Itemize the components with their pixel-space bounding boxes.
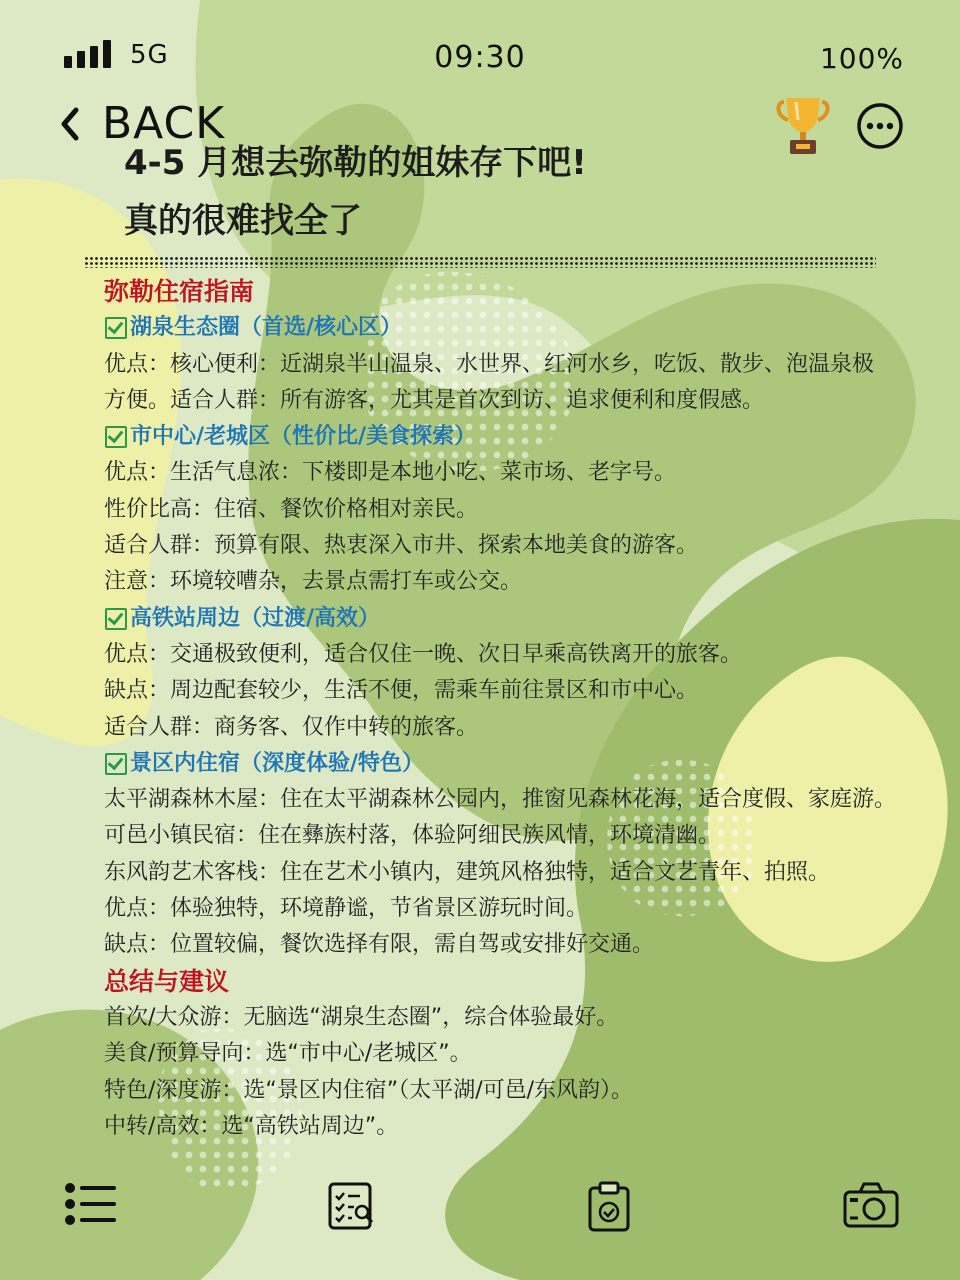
line-text: 方便。适合人群：所有游客，尤其是首次到访、追求便利和度假感。	[104, 387, 765, 413]
dotted-divider	[84, 256, 876, 268]
chevron-left-icon	[58, 104, 80, 144]
body-text-line	[104, 455, 904, 491]
line-text: 优点：体验独特，环境静谧，节省景区游玩时间。	[104, 896, 589, 922]
article-content	[104, 274, 904, 1145]
line-text: 优点：交通极致便利，适合仅住一晚、次日早乘高铁离开的旅客。	[104, 641, 743, 667]
line-text: 湖泉生态圈（首选/核心区）	[130, 315, 403, 341]
line-text: 东风韵艺术客栈：住在艺术小镇内，建筑风格独特，适合文艺青年、拍照。	[104, 859, 831, 885]
body-text-line	[104, 855, 904, 891]
line-text: 弥勒住宿指南	[104, 277, 255, 306]
line-text: 注意：环境较嘈杂，去景点需打车或公交。	[104, 569, 523, 595]
title-line-1: 4-5 月想去弥勒的姐妹存下吧!	[124, 143, 587, 183]
checkbox-icon	[105, 753, 127, 775]
more-options-icon[interactable]	[856, 102, 904, 150]
body-text-line	[104, 673, 904, 709]
camera-icon[interactable]	[842, 1180, 900, 1230]
subsection-heading	[104, 419, 904, 455]
body-text-line	[104, 818, 904, 854]
list-icon[interactable]	[64, 1180, 118, 1228]
line-text: 景区内住宿（深度体验/特色）	[130, 750, 425, 776]
line-text: 优点：生活气息浓：下楼即是本地小吃、菜市场、老字号。	[104, 460, 677, 486]
line-text: 美食/预算导向：选“市中心/老城区”。	[104, 1041, 472, 1067]
body-text-line	[104, 492, 904, 528]
body-text-line	[104, 1036, 904, 1072]
line-text: 优点：核心便利：近湖泉半山温泉、水世界、红河水乡，吃饭、散步、泡温泉极	[104, 351, 875, 377]
body-text-line	[104, 1000, 904, 1036]
title-line-2: 真的很难找全了	[124, 201, 362, 241]
body-text-line	[104, 347, 904, 383]
line-text: 可邑小镇民宿：住在彝族村落，体验阿细民族风情，环境清幽。	[104, 823, 721, 849]
network-type: 5G	[130, 40, 169, 70]
checklist-search-icon[interactable]	[326, 1180, 376, 1232]
subsection-heading	[104, 601, 904, 637]
subsection-heading	[104, 310, 904, 346]
body-text-line	[104, 637, 904, 673]
body-text-line	[104, 1073, 904, 1109]
body-text-line	[104, 1109, 904, 1145]
line-text: 性价比高：住宿、餐饮价格相对亲民。	[104, 496, 479, 522]
body-text-line	[104, 927, 904, 963]
line-text: 首次/大众游：无脑选“湖泉生态圈”，综合体验最好。	[104, 1004, 619, 1030]
body-text-line	[104, 891, 904, 927]
line-text: 缺点：周边配套较少，生活不便，需乘车前往景区和市中心。	[104, 678, 699, 704]
line-text: 市中心/老城区（性价比/美食探索）	[130, 424, 477, 450]
checkbox-icon	[105, 426, 127, 448]
back-button[interactable]	[58, 98, 225, 149]
line-text: 适合人群：预算有限、热衷深入市井、探索本地美食的游客。	[104, 533, 699, 559]
body-text-line	[104, 564, 904, 600]
bottom-nav-bar	[0, 1180, 960, 1250]
battery-level: 100%	[819, 42, 904, 75]
line-text: 高铁站周边（过渡/高效）	[130, 605, 381, 631]
line-text: 总结与建议	[104, 966, 230, 996]
trophy-icon[interactable]	[776, 94, 830, 158]
line-text: 中转/高效：选“高铁站周边”。	[104, 1113, 399, 1139]
section-heading	[104, 274, 904, 310]
line-text: 特色/深度游：选“景区内住宿”（太平湖/可邑/东风韵）。	[104, 1077, 634, 1103]
clipboard-check-icon[interactable]	[586, 1180, 632, 1234]
status-time: 09:30	[434, 40, 526, 75]
line-text: 适合人群：商务客、仅作中转的旅客。	[104, 714, 479, 740]
body-text-line	[104, 383, 904, 419]
body-text-line	[104, 710, 904, 746]
line-text: 缺点：位置较偏，餐饮选择有限，需自驾或安排好交通。	[104, 932, 655, 958]
body-text-line	[104, 782, 904, 818]
subsection-heading	[104, 746, 904, 782]
checkbox-icon	[105, 608, 127, 630]
checkbox-icon	[105, 317, 127, 339]
section-heading	[104, 964, 904, 1000]
body-text-line	[104, 528, 904, 564]
back-label: BACK	[102, 98, 226, 149]
line-text: 太平湖森林木屋：住在太平湖森林公园内，推窗见森林花海，适合度假、家庭游。	[104, 787, 897, 813]
page-title	[124, 134, 587, 250]
